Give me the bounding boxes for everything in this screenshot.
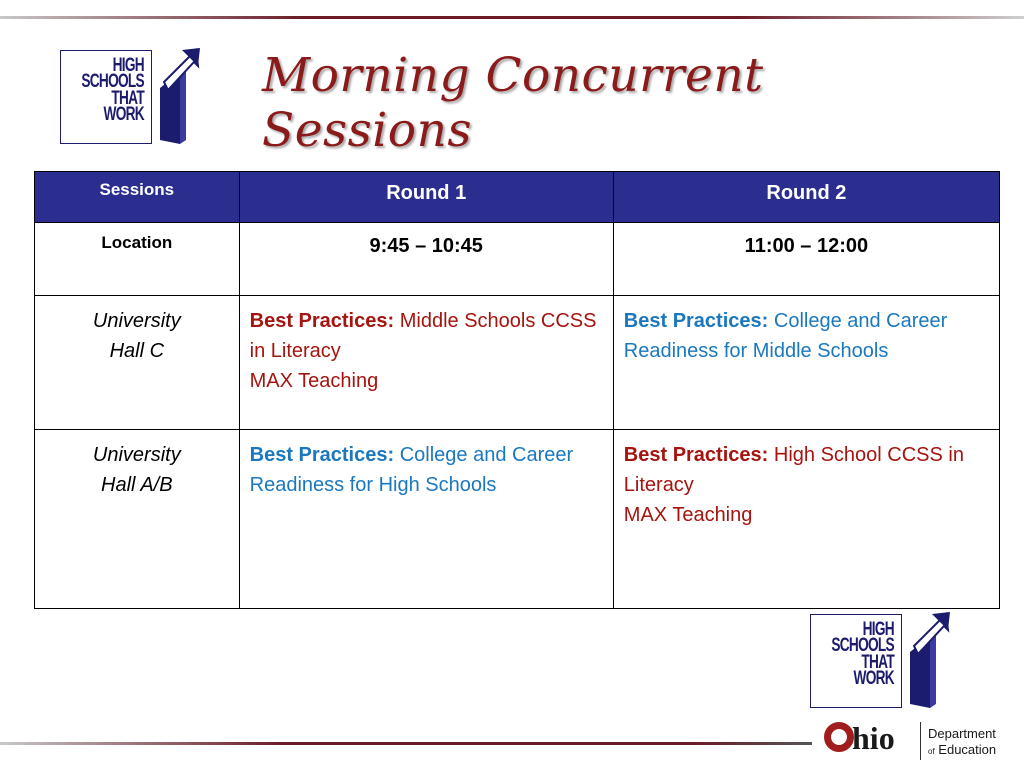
session-title: Middle Schools CCSS in Literacy <box>249 310 597 362</box>
session-cell <box>613 430 999 609</box>
session-cell <box>239 296 613 430</box>
bottom-divider-line <box>0 742 812 745</box>
location-cell: University Hall C <box>35 296 240 430</box>
round-2-time: 11:00 – 12:00 <box>613 223 999 296</box>
session-extra: MAX Teaching <box>623 504 753 526</box>
location-cell: University Hall A/B <box>35 430 240 609</box>
table-row <box>35 223 1000 296</box>
round-1-time: 9:45 – 10:45 <box>239 223 613 296</box>
ohio-o-icon <box>824 722 854 752</box>
department-of-education-label: Department of Education <box>928 726 997 757</box>
upward-arrow-icon <box>156 48 200 146</box>
session-title: High School CCSS in Literacy <box>623 444 964 496</box>
session-label: Best Practices: <box>249 444 395 466</box>
sessions-table <box>34 171 1000 609</box>
ohio-wordmark: hio <box>852 720 895 756</box>
session-label: Best Practices: <box>623 444 769 466</box>
logo-wordmark: HIGH SCHOOLS THAT WORK <box>81 55 144 125</box>
table-header-row <box>35 172 1000 223</box>
session-cell <box>239 430 613 609</box>
session-title: College and Career Readiness for Middle Schools <box>623 310 948 362</box>
table-row <box>35 296 1000 430</box>
header-round-2: Round 2 <box>613 172 999 223</box>
session-cell <box>613 296 999 430</box>
logo-separator <box>920 722 921 760</box>
ohio-department-logo <box>824 720 1024 764</box>
table-row <box>35 430 1000 609</box>
hstw-logo-top <box>60 50 200 146</box>
session-label: Best Practices: <box>623 310 769 332</box>
header-round-1: Round 1 <box>239 172 613 223</box>
logo-wordmark: HIGH SCHOOLS THAT WORK <box>831 619 894 689</box>
upward-arrow-icon <box>906 612 950 710</box>
header-sessions: Sessions <box>35 172 240 223</box>
top-divider-line <box>0 16 1024 19</box>
page-title: Morning Concurrent Sessions <box>262 48 764 158</box>
session-title: College and Career Readiness for High Schools <box>249 444 574 496</box>
location-header: Location <box>35 223 240 296</box>
hstw-logo-bottom <box>810 614 950 710</box>
session-extra: MAX Teaching <box>249 370 379 392</box>
session-label: Best Practices: <box>249 310 395 332</box>
